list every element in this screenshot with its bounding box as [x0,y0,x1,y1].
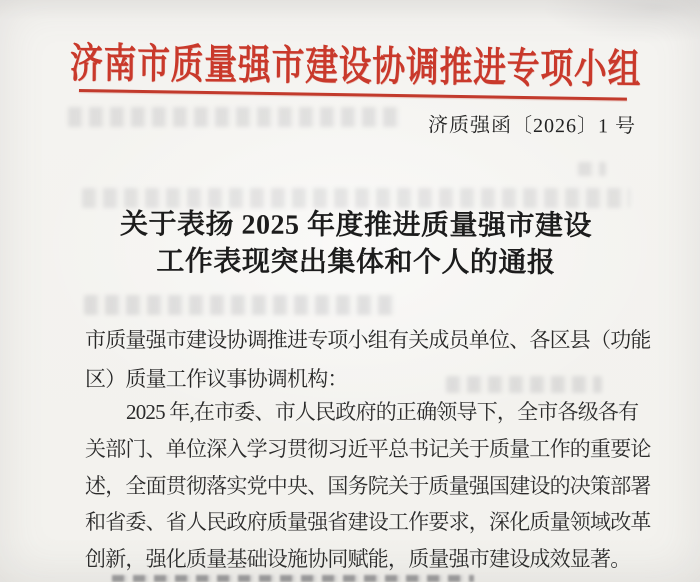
next-line-clipped [112,575,474,582]
salutation-line-1: 市质量强市建设协调推进专项小组有关成员单位、各区县（功能 [85,328,651,352]
bleedthrough-smudge [82,188,630,208]
bleedthrough-smudge [84,295,396,315]
paragraph-line: 创新，强化质量基础设施协同赋能，质量强市建设成效显著。 [85,547,631,572]
document-title [0,206,700,282]
paragraph-line: 关部门、单位深入学习贯彻习近平总书记关于质量工作的重要论 [85,436,651,461]
body-paragraph [85,394,650,578]
bleedthrough-smudge [446,376,602,393]
document-title-line-2: 工作表现突出集体和个人的通报 [156,246,556,279]
bleedthrough-smudge [68,107,400,127]
paragraph-line: 述，全面贯彻落实党中央、国务院关于质量强国建设的决策部署 [85,473,651,498]
document-number: 济质强函〔2026〕1 号 [427,114,637,138]
salutation-line-2: 区）质量工作议事协调机构： [85,367,348,391]
issuer-masthead: 济南市质量强市建设协调推进专项小组 [69,39,642,93]
paragraph-line: 2025 年,在市委、市人民政府的正确领导下，全市各级各有 [126,400,639,424]
bleedthrough-smudge [578,162,606,176]
paragraph-line: 和省委、省人民政府质量强省建设工作要求，深化质量领域改革 [85,510,651,535]
document-title-line-1: 关于表扬 2025 年度推进质量强市建设 [119,209,593,242]
